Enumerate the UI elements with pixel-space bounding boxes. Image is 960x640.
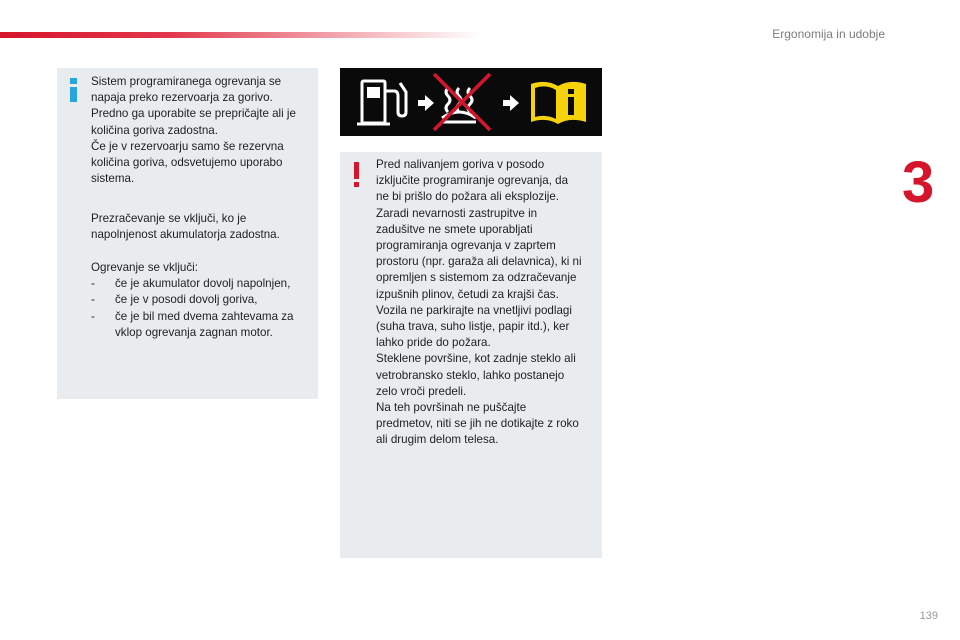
- text-line: vetrobransko steklo, lahko postanejo: [376, 368, 565, 382]
- page-number: 139: [919, 610, 938, 622]
- text-line: izključite programiranje ogrevanja, da: [376, 174, 569, 188]
- text-line: Steklene površine, kot zadnje steklo ali: [376, 352, 576, 366]
- text-line: Vozila ne parkirajte na vnetljivi podlagi: [376, 303, 572, 317]
- text-line: količina goriva zadostna.: [91, 123, 218, 137]
- warning-text: [376, 157, 598, 449]
- text-line: programiranja ogrevanja v zaprtem: [376, 239, 556, 253]
- text-line: lahko pride do požara.: [376, 336, 491, 350]
- list-intro: Ogrevanje se vključi:: [91, 261, 198, 274]
- text-line: Če je v rezervoarju samo še rezervna: [91, 139, 284, 153]
- arrow-right-icon: [418, 95, 434, 111]
- info-icon: [69, 78, 79, 102]
- text-line: (suha trava, suho listje, papir itd.), ker: [376, 320, 570, 334]
- text-line: Na teh površinah ne puščajte: [376, 401, 527, 415]
- text-line: Prezračevanje se vključi, ko je: [91, 212, 247, 225]
- text-line: napolnjenost akumulatorja zadostna.: [91, 228, 280, 242]
- text-line: zadušitve ne smete uporabljati: [376, 222, 533, 236]
- text-line: opremljen s sistemom za odzračevanje: [376, 271, 577, 285]
- text-line: Sistem programiranega ogrevanja se: [91, 75, 282, 88]
- text-line: Predno ga uporabite se prepričajte ali je: [91, 107, 296, 121]
- condition-list: [91, 276, 316, 341]
- text-line: ne bi prišlo do požara ali eksplozije.: [376, 190, 560, 204]
- text-line: izpušnih plinov, četudi za krajši čas.: [376, 287, 559, 301]
- text-line: ali drugim delom telesa.: [376, 433, 499, 447]
- info-panel: [57, 68, 318, 399]
- list-item: - če je v posodi dovolj goriva,: [91, 292, 316, 308]
- manual-book-icon: [531, 82, 586, 124]
- info-paragraph-ventilation: [91, 211, 316, 243]
- info-paragraph-heating: [91, 260, 316, 341]
- list-item: - če je akumulator dovolj napolnjen,: [91, 276, 316, 292]
- warning-icon: [353, 162, 361, 188]
- text-line: Zaradi nevarnosti zastrupitve in: [376, 206, 538, 220]
- heater-crossed-icon: [434, 74, 490, 130]
- warning-panel: [340, 152, 602, 558]
- text-line: predmetov, niti se jih ne dotikajte z roko: [376, 417, 579, 431]
- arrow-right-icon: [503, 95, 519, 111]
- info-paragraph-fuel: [91, 74, 316, 187]
- header-accent-bar: [0, 32, 480, 38]
- text-line: napaja preko rezervoarja za gorivo.: [91, 91, 273, 105]
- text-line: zelo vroči predeli.: [376, 384, 467, 398]
- list-item: - če je bil med dvema zahtevama za vklop ogrevanja zagnan motor.: [91, 309, 316, 341]
- text-line: količina goriva, odsvetujemo uporabo: [91, 156, 283, 170]
- fuel-pump-icon: [357, 81, 406, 124]
- chapter-title: Ergonomija in udobje: [772, 27, 885, 41]
- text-line: sistema.: [91, 172, 135, 186]
- chapter-number: 3: [902, 150, 935, 215]
- text-line: Pred nalivanjem goriva v posodo: [376, 158, 545, 171]
- refuel-warning-pictogram: [340, 68, 602, 136]
- text-line: prostoru (npr. garaža ali delavnica), ki ni: [376, 255, 582, 269]
